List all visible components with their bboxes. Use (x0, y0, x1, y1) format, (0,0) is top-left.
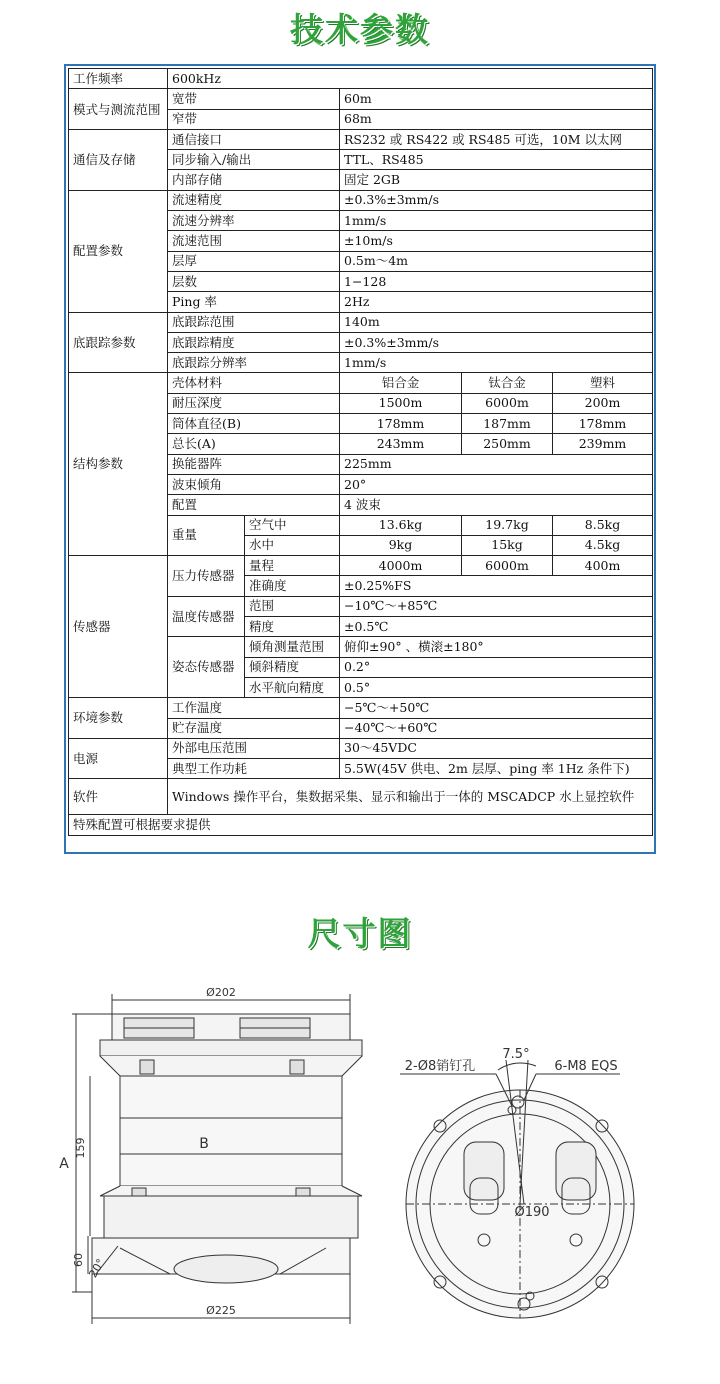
dim-height-159: 159 (74, 1137, 87, 1159)
cell-label: 工作频率 (69, 69, 168, 89)
cell-label: 窄带 (168, 109, 340, 129)
cell-label: 流速分辨率 (168, 211, 340, 231)
cell-label: 层厚 (168, 251, 340, 271)
label-pin-hole: 2-Ø8销钉孔 (404, 1059, 476, 1074)
cell-value: 19.7kg (462, 515, 553, 535)
spec-title: 技术参数 (290, 10, 430, 49)
size-title: 尺寸图 (307, 914, 413, 953)
table-row (69, 312, 653, 332)
cell-value: 钛合金 (462, 373, 553, 393)
cell-label: 外部电压范围 (168, 738, 340, 758)
cell-label: 流速精度 (168, 190, 340, 210)
cell-label: 筒体直径(B) (168, 414, 340, 434)
cell-value: 225mm (340, 454, 653, 474)
cell-value: 30～45VDC (340, 738, 653, 758)
cell-value: 0.5° (340, 677, 653, 697)
cell-value: 600kHz (168, 69, 653, 89)
table-row (69, 738, 653, 758)
cell-sublabel: 倾斜精度 (245, 657, 340, 677)
cell-value: 200m (553, 393, 653, 413)
label-circle-diameter: Ø190 (514, 1205, 550, 1220)
cell-value: 0.5m～4m (340, 251, 653, 271)
cell-value: −40℃～+60℃ (340, 718, 653, 738)
cell-label: 流速范围 (168, 231, 340, 251)
cell-value: 塑料 (553, 373, 653, 393)
cell-value: ±0.3%±3mm/s (340, 190, 653, 210)
cell-group: 配置参数 (69, 190, 168, 312)
cell-value: Windows 操作平台，集数据采集、显示和输出于一体的 MSCADCP 水上显控软件 (168, 779, 653, 815)
cell-group: 结构参数 (69, 373, 168, 556)
cell-group: 软件 (69, 779, 168, 815)
cell-value: 6000m (462, 556, 553, 576)
cell-label: 底跟踪范围 (168, 312, 340, 332)
cell-sublabel: 量程 (245, 556, 340, 576)
cell-label: Ping 率 (168, 292, 340, 312)
cell-value: TTL、RS485 (340, 150, 653, 170)
cell-value: 固定 2GB (340, 170, 653, 190)
dim-top-diameter: Ø202 (206, 986, 236, 999)
table-row (69, 129, 653, 149)
cell-group: 模式与测流范围 (69, 89, 168, 130)
cell-value: 140m (340, 312, 653, 332)
cell-label: 底跟踪精度 (168, 332, 340, 352)
cell-value: ±0.25%FS (340, 576, 653, 596)
cell-label: 通信接口 (168, 129, 340, 149)
cell-label: 工作温度 (168, 698, 340, 718)
cell-label: 底跟踪分辨率 (168, 353, 340, 373)
cell-label: 宽带 (168, 89, 340, 109)
side-view (72, 994, 362, 1324)
cell-value: 243mm (340, 434, 462, 454)
table-row (69, 89, 653, 109)
cell-value: 铝合金 (340, 373, 462, 393)
cell-group: 电源 (69, 738, 168, 779)
cell-value: 187mm (462, 414, 553, 434)
dim-b-label: B (199, 1136, 209, 1152)
cell-value: 20° (340, 474, 653, 494)
table-row (69, 373, 653, 393)
cell-sublabel: 倾角测量范围 (245, 637, 340, 657)
cell-group: 环境参数 (69, 698, 168, 739)
cell-value: −10℃～+85℃ (340, 596, 653, 616)
cell-value: 250mm (462, 434, 553, 454)
cell-value: 俯仰±90° 、横滚±180° (340, 637, 653, 657)
cell-label: 总长(A) (168, 434, 340, 454)
table-row (69, 190, 653, 210)
cell-value: 15kg (462, 535, 553, 555)
cell-value: −5℃～+50℃ (340, 698, 653, 718)
label-angle-7-5: 7.5° (502, 1047, 530, 1062)
cell-label: 耐压深度 (168, 393, 340, 413)
cell-value: 1500m (340, 393, 462, 413)
spec-table (68, 68, 653, 836)
dimension-drawing (0, 978, 720, 1384)
cell-sublabel: 空气中 (245, 515, 340, 535)
cell-group: 通信及存储 (69, 129, 168, 190)
cell-label: 典型工作功耗 (168, 759, 340, 779)
cell-value: 4.5kg (553, 535, 653, 555)
cell-sublabel: 精度 (245, 617, 340, 637)
cell-value: 2Hz (340, 292, 653, 312)
cell-group: 底跟踪参数 (69, 312, 168, 373)
cell-value: 178mm (553, 414, 653, 434)
cell-label: 姿态传感器 (168, 637, 245, 698)
table-row (69, 556, 653, 576)
cell-sublabel: 水中 (245, 535, 340, 555)
cell-value: ±0.3%±3mm/s (340, 332, 653, 352)
cell-label: 壳体材料 (168, 373, 340, 393)
cell-value: 8.5kg (553, 515, 653, 535)
cell-value: 0.2° (340, 657, 653, 677)
label-screw: 6-M8 EQS (554, 1059, 618, 1074)
cell-label: 配置 (168, 495, 340, 515)
table-row (69, 698, 653, 718)
cell-label: 层数 (168, 271, 340, 291)
cell-value: 178mm (340, 414, 462, 434)
cell-value: 400m (553, 556, 653, 576)
cell-label: 温度传感器 (168, 596, 245, 637)
cell-value: ±0.5℃ (340, 617, 653, 637)
cell-note: 特殊配置可根据要求提供 (69, 815, 653, 835)
table-row (69, 69, 653, 89)
cell-label: 同步输入/输出 (168, 150, 340, 170)
cell-label: 压力传感器 (168, 556, 245, 597)
cell-label: 换能器阵 (168, 454, 340, 474)
cell-value: 4000m (340, 556, 462, 576)
cell-value: 5.5W(45V 供电、2m 层厚、ping 率 1Hz 条件下) (340, 759, 653, 779)
cell-sublabel: 水平航向精度 (245, 677, 340, 697)
table-row (69, 779, 653, 815)
cell-value: 6000m (462, 393, 553, 413)
cell-sublabel: 范围 (245, 596, 340, 616)
cell-value: 1−128 (340, 271, 653, 291)
cell-value: 68m (340, 109, 653, 129)
dim-a-label: A (59, 1156, 69, 1172)
table-row (69, 815, 653, 835)
cell-value: 239mm (553, 434, 653, 454)
cell-label: 贮存温度 (168, 718, 340, 738)
cell-value: 1mm/s (340, 211, 653, 231)
cell-sublabel: 准确度 (245, 576, 340, 596)
cell-group: 传感器 (69, 556, 168, 698)
cell-label: 重量 (168, 515, 245, 556)
dim-angle-20: 20° (86, 1256, 108, 1280)
cell-label: 内部存储 (168, 170, 340, 190)
cell-value: 4 波束 (340, 495, 653, 515)
spec-table-frame (64, 64, 656, 854)
dim-height-60: 60 (72, 1253, 85, 1267)
cell-value: RS232 或 RS422 或 RS485 可选，10M 以太网 (340, 129, 653, 149)
bottom-view (400, 1060, 634, 1318)
dim-bottom-diameter: Ø225 (206, 1304, 236, 1317)
cell-value: 60m (340, 89, 653, 109)
cell-value: ±10m/s (340, 231, 653, 251)
cell-value: 1mm/s (340, 353, 653, 373)
cell-value: 13.6kg (340, 515, 462, 535)
cell-label: 波束倾角 (168, 474, 340, 494)
cell-value: 9kg (340, 535, 462, 555)
